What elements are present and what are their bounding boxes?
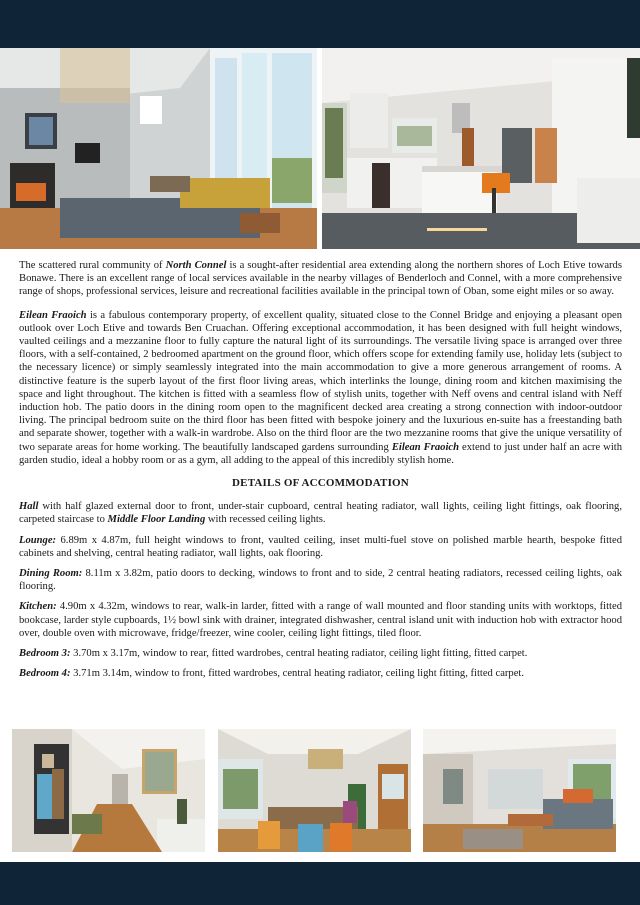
bedroom-3-text: 3.70m x 3.17m, window to rear, fitted wardrobes, central heating radiator, ceiling light fitting, fitted carpet. — [70, 648, 528, 660]
kitchen-entry — [19, 600, 622, 640]
description-body: is a fabulous contemporary property, of excellent quality, situated close to the Connel Bridge and enjoying a pleasant open outlook over Loch Etive and towards Ben Cruachan. Offering exceptional accommodation, it has been designed with full height windows, vaulted ceilings and a mezzanine floor to fully capture the natural light of its surroundings. The versatile living space is arranged over three floors, with a self-contained, 2 bedroomed apartment on the ground floor, which offers scope for extending family use, holiday lets (subject to the necessary licence) or simply seamlessly integrated into the main accommodation to give a more generous arrangement of rooms. A distinctive feature is the superb layout of the first floor living areas, which interlinks the lounge, dining room and kitchen maximising the space and light throughout. The kitchen is fitted with a seamless flow of stylish units, together with Neff ovens and central island with Neff induction hob. The patio doors in the dining room open to the magnificent decked area creating a strong connection with indoor-outdoor living. The principal bedroom suite on the third floor has been fitted with bespoke joinery and the luxurious en-suite has a freestanding bath and separate shower, together with a walk-in wardrobe. Also on the third floor are the two mezzanine rooms that give the unique versatility of two separate areas for home working. The beautifully landscaped gardens surrounding — [19, 309, 622, 453]
bedroom-4-text: 3.71m 3.14m, window to front, fitted wardrobes, central heating radiator, ceiling light fitting, fitted carpet. — [70, 668, 525, 680]
property-name: Eilean Fraoich — [19, 309, 87, 321]
living-photo — [423, 729, 616, 852]
description-ending: extend to just under half an acre with garden studio, ideal a hobby room or as a gym, all adding to the appeal of this incredibly stylish home. — [19, 441, 623, 466]
bedroom-4-label: Bedroom 4: — [19, 668, 71, 680]
hall-label: Hall — [19, 501, 39, 513]
lounge-entry — [19, 534, 622, 560]
accommodation-heading: DETAILS OF ACCOMMODATION — [232, 477, 409, 490]
hall-end: with recessed ceiling lights. — [205, 514, 326, 526]
dining-room-label: Dining Room: — [19, 568, 83, 580]
bedroom-3-entry — [19, 647, 622, 660]
bedroom-3-label: Bedroom 3: — [19, 648, 71, 660]
intro-place-name: North Connel — [165, 260, 227, 271]
bedroom-4-entry — [19, 667, 622, 680]
kitchen-text: 4.90m x 4.32m, windows to rear, walk-in larder, fitted with a range of wall mounted and floor standing units with worktops, fitted bookcase, larder style cupboards, 1½ bowl sink with drainer, integrated dishwasher, central island unit with induction hob with extractor hood over, double oven with microwave, fridge/freezer, wine cooler, ceiling light fittings, tiled floor. — [19, 601, 622, 639]
intro-paragraph — [19, 259, 622, 299]
dining-room-entry — [19, 567, 622, 593]
lounge-text: 6.89m x 4.87m, full height windows to front, vaulted ceiling, inset multi-fuel stove on polished marble hearth, bespoke fitted cabinets and shelving, central heating radiator, wall lights, oak flooring. — [19, 534, 622, 559]
hall-text: with half glazed external door to front, under-stair cupboard, central heating radiator, wall lights, ceiling light fittings, oak flooring, carpeted staircase to — [19, 501, 622, 526]
lounge-photo — [0, 48, 317, 249]
hall-entry — [19, 500, 622, 526]
property-name-2: Eilean Fraoich — [391, 441, 459, 453]
intro-text-before: The scattered rural community of — [19, 260, 166, 271]
intro-text-after: is a sought-after residential area extending along the northern shores of Loch Etive towards Bonawe. There is an excellent range of local services available in the nearby villages of Benderloch and Connel, with a more comprehensive range of shops, professional services, leisure and recreational facilities available in the principal town of Oban, some eight miles or so away. — [19, 260, 622, 298]
description-paragraph — [19, 309, 622, 467]
hall-photo — [12, 729, 205, 852]
dining-room-text: 8.11m x 3.82m, patio doors to decking, windows to front and to side, 2 central heating radiators, recessed ceiling lights, oak flooring. — [19, 568, 622, 593]
lounge-label: Lounge: — [19, 534, 57, 546]
text-area — [19, 259, 622, 687]
dining-photo — [218, 729, 411, 852]
kitchen-photo — [322, 48, 640, 249]
header-band — [0, 0, 640, 48]
middle-floor-landing-label: Middle Floor Landing — [107, 514, 206, 526]
footer-band — [0, 862, 640, 905]
kitchen-label: Kitchen: — [19, 601, 57, 613]
